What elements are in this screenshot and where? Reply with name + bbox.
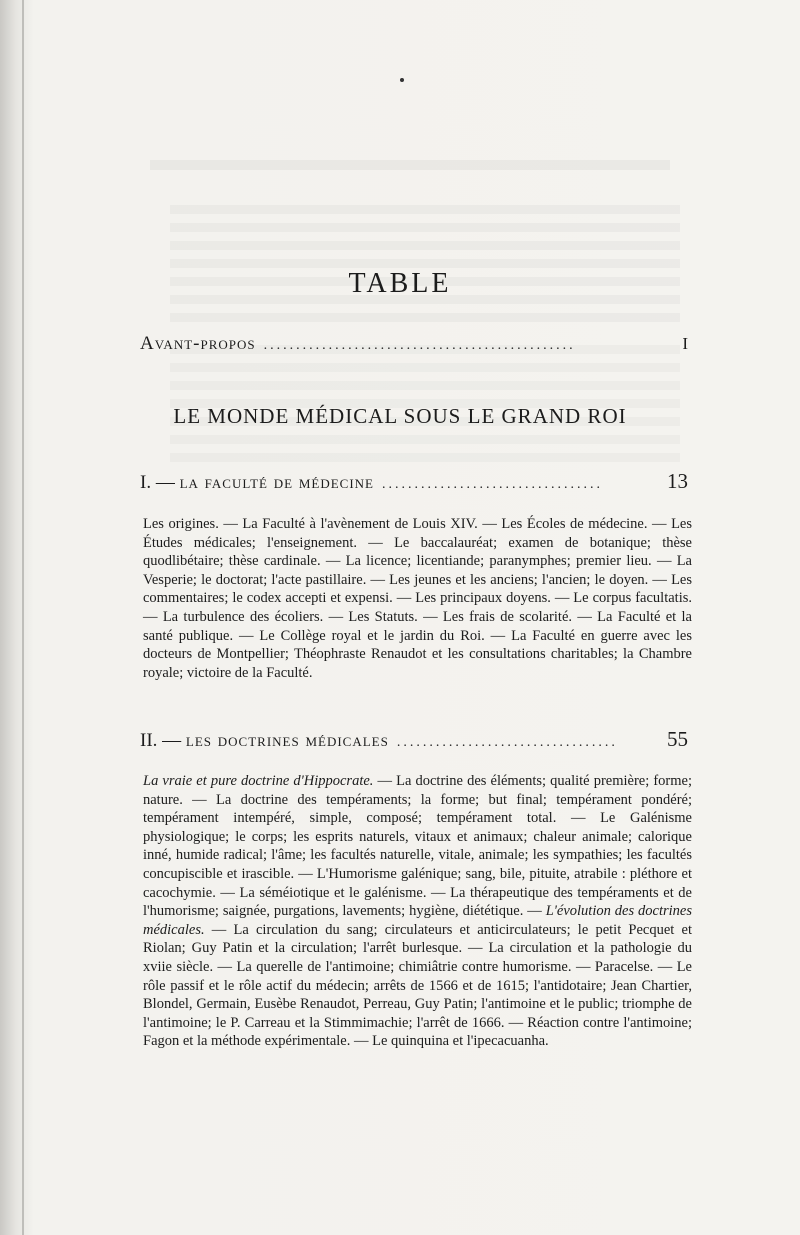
chapter-numeral: I. —: [140, 472, 175, 493]
toc-entry-avant-propos: [140, 333, 688, 355]
part-heading: LE MONDE MÉDICAL SOUS LE GRAND ROI: [173, 404, 627, 428]
dot-leader: ..................................: [396, 735, 618, 750]
toc-entry-chapter-1: [140, 469, 688, 494]
summary-italic-phrase: La vraie et pure doctrine d'Hippocrate.: [143, 773, 374, 789]
page-number: 13: [667, 469, 688, 493]
chapter-2-summary: [143, 772, 692, 1051]
chapter-title: les doctrines médicales: [185, 730, 389, 751]
toc-entry-label: Avant-propos: [140, 333, 256, 354]
chapter-numeral: II. —: [140, 730, 182, 751]
page-title: TABLE: [348, 268, 452, 299]
page-gutter: [22, 0, 24, 1235]
dot-leader: ..................................: [382, 477, 603, 492]
dot-leader: ................................................: [263, 338, 576, 353]
chapter-1-summary: Les origines. — La Faculté à l'avènement de Louis XIV. — Les Écoles de médecine. — Les Études médicales; l'enseignement. — Le baccalauréat; examen de botanique; thèse quodlibétaire; thèse cardinale. — La licence; licentiande; paranymphes; premier lieu. — La Vesperie; le doctorat; l'acte pastillaire. — Les jeunes et les anciens; l'ancien; le doyen. — Les commentaires; le codex accepti et expensi. — Les principaux doyens. — Le corpus facultatis. — La turbulence des écoliers. — Les Statuts. — Les frais de scolarité. — La Faculté et la santé publique. — Le Collège royal et le jardin du Roi. — La Faculté en guerre avec les docteurs de Montpellier; Théophraste Renaudot et les consultations charitables; la Chambre royale; victoire de la Faculté.: [143, 516, 692, 681]
page-number: I: [682, 334, 688, 353]
chapter-title: la faculté de médecine: [179, 472, 374, 493]
toc-entry-chapter-2: [140, 727, 688, 752]
page-number: 55: [667, 727, 688, 751]
summary-text: — La doctrine des éléments; qualité première; forme; nature. — La doctrine des tempéraments; la forme; but final; tempérament pondéré; tempérament intempéré, simple, composé; tempérament total. — Le Galénisme physiologique; le corps; les esprits naturels, vitaux et animaux; chaleur animale; calorique inné, humide radical; l'âme; les facultés naturelle, vitale, animale; les sympathies; les facultés concupiscible et irascible. — L'Humorisme galénique; sang, bile, pituite, atrabile : pléthore et cacochymie. — La séméiotique et le galénisme. — La thérapeutique des tempéraments et de l'humorisme; saignée, purgations, lavements; hygiène, diététique. —: [143, 773, 693, 920]
summary-italic-phrase: L'évolution des doctrines médicales.: [143, 903, 693, 938]
summary-text: — La circulation du sang; circulateurs et anticirculateurs; le petit Pecquet et Riolan; Guy Patin et la circulation; l'arrêt burlesque. — La circulation et la pathologie du xviie siècle. — La querelle de l'antimoine; chimiâtrie contre humorisme. — Paracelse. — Le rôle passif et le rôle actif du médecin; arrêts de 1566 et de 1615; l'antidotaire; Jean Chartier, Blondel, Germain, Eusèbe Renaudot, Perreau, Guy Patin; l'antimoine et le public; triomphe de l'antimoine; le P. Carreau et la Stimmimachie; l'arrêt de 1666. — Réaction contre l'antimoine; Fagon et la méthode expérimentale. — Le quinquina et l'ipecacuanha.: [143, 921, 692, 1050]
ink-dot: [400, 78, 404, 82]
